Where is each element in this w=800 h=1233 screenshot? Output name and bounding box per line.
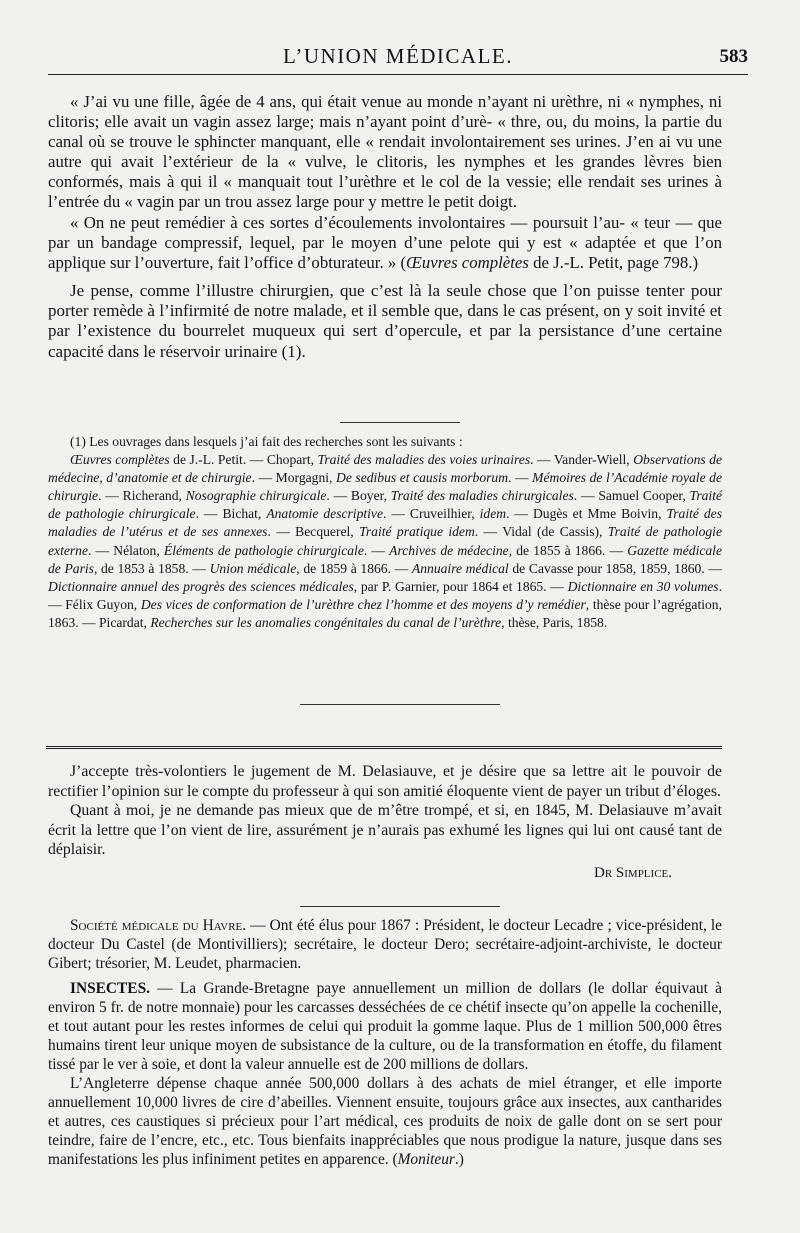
news-rule (300, 906, 500, 907)
footnote-text: . — Félix Guyon, (48, 578, 722, 612)
article-continuation (48, 92, 722, 362)
news-items (48, 916, 722, 1169)
footnote-text: . — Dugès et Mme Boivin, (506, 506, 667, 522)
quote-paragraph-2 (48, 213, 722, 273)
footnote-text: . — Bichat, (195, 506, 267, 522)
footnote-text: de Cavasse pour 1858, 1859, 1860. — (508, 560, 723, 576)
insectes-item (48, 979, 722, 1074)
footnote-work-title: Éléments de pathologie chirurgicale (163, 542, 364, 558)
footnote-text: , de 1859 à 1866. — (296, 560, 412, 576)
footnote-work-title: Traité pratique idem (359, 524, 475, 540)
quote-paragraph-2-text: « On ne peut remédier à ces sortes d’écoulements involontaires — poursuit l’au- « teur — que par un bandage compressif, lequel, par le moyen d’une pelote qui y est « adaptée et que l’on applique sur l’ouverture, fait l’office d’obturateur. » ( (48, 212, 722, 272)
footnote-text: . — Vidal (de Cassis), (474, 524, 608, 540)
reply-paragraph-2: Quant à moi, je ne demande pas mieux que de m’être trompé, et si, en 1845, M. Delasiauve m’avait écrit la lettre que l’on vient de lire, assurément je n’aurais pas exhumé les lignes qui lui ont causé tant de déplaisir. (48, 802, 722, 858)
quote-paragraph-1: « J’ai vu une fille, âgée de 4 ans, qui était venue au monde n’ayant ni urèthre, ni « nymphes, ni clitoris; elle avait un vagin assez large; mais n’ayant point d’urè- « thre, ou, du moins, la partie du canal où se trouve le sphincter manquant, elle « rendait involontairement ses urines. J’en ai vu une autre qui avait l’extérieur de la « vulve, le clitoris, les nymphes et les grandes lèvres bien conformés, mais à qui il « manquait tout l’urèthre et le col de la vessie; elle rendait ses urines à l’entrée du « vagin par un trou assez large pour y mettre le petit doigt. (48, 92, 722, 212)
footnote-work-title: De sedibus et causis morborum (336, 470, 509, 486)
footnote-text: , thèse, Paris, 1858. (501, 614, 608, 630)
footnote-text: . — Morgagni, (251, 470, 336, 486)
footnote-body (48, 451, 722, 632)
quote-paragraph-2-work: Œuvres complètes (406, 252, 529, 272)
footnote-work-title: Anatomie descriptive (266, 506, 384, 522)
insectes-text: — La Grande-Bretagne paye annuellement un million de dollars (le dollar équivaut à environ 5 fr. de notre monnaie) pour les carcasses desséchées de ce chétif insecte qu’on appelle la cochenille, et tout autant pour les restes informes de celui qui produit la gomme laque. Plus de 1 million 500,000 êtres humains tirent leur unique moyen de subsistance de la culture, ou de la transformation en étoffe, du filament tissé par le ver à soie, et dont la valeur annuelle est de 200 millions de dollars. (48, 980, 722, 1073)
insectes-label: INSECTES. (70, 980, 150, 997)
footnote-work-title: Gazette médicale de Paris (48, 542, 722, 576)
havre-item (48, 916, 722, 973)
footnote-text: , thèse pour l’agrégation, 1863. — Picardat, (48, 596, 723, 630)
footnote-text: . — Samuel Cooper, (573, 488, 690, 504)
signature: Dr Simplice. (593, 864, 672, 881)
footnote-work-title: Nosographie chirurgicale (185, 488, 327, 504)
reply-paragraph-1: J’accepte très-volontiers le jugement de M. Delasiauve, et je désire que sa lettre ait le pouvoir de rectifier l’opinion sur le compte du professeur à qui son amitié éloquente vient de payer un tribut d’éloges. (48, 763, 722, 800)
footnote-text: . — Vander-Wiell, (530, 452, 634, 468)
footnote-work-title: Traité de pathologie chirurgicale (48, 488, 722, 522)
footnote-text: , de 1853 à 1858. — (93, 560, 210, 576)
footnote-intro: (1) Les ouvrages dans lesquels j’ai fait des recherches sont les suivants : (70, 434, 463, 449)
footnote-work-title: Des vices de conformation de l’urèthre chez l’homme et des moyens d’y remédier (140, 596, 586, 612)
footnote-work-title: Mémoires de l’Académie royale de chirurgie (48, 470, 723, 504)
footnote-text: , de 1855 à 1866. — (508, 542, 628, 558)
footnote-work-title: Traité de pathologie externe (48, 524, 722, 558)
footnote-work-title: Traité des maladies de l’utérus et de ses annexes (48, 506, 722, 540)
section-rule (300, 704, 500, 705)
angleterre-text: L’Angleterre dépense chaque année 500,000 dollars à des achats de miel étranger, et elle importe annuellement 10,000 livres de cire d’abeilles. Viennent ensuite, toujours grâce aux insectes, aux cantharides et autres, ces caustiques si précieux pour l’art médical, ces produits de noix de galle dont on se sert pour teindre, faire de l’encre, etc., etc. Tous bienfaits inappréciables que nous prodigue la nature, jusque dans ses manifestations les plus infiniment petites en apparence. ( (48, 1075, 722, 1168)
angleterre-item (48, 1074, 722, 1169)
footnote-text: de J.-L. Petit. — Chopart, (169, 452, 318, 468)
footnote-text: . — Nélaton, (88, 542, 164, 558)
double-rule (46, 746, 722, 751)
footnote-work-title: Observations de médecine, d’anatomie et de chirurgie (48, 452, 723, 486)
footnote-text: , par P. Garnier, pour 1864 et 1865. — (353, 578, 568, 594)
footnote-text: . — Boyer, (326, 488, 391, 504)
footnote-text: . — Richerand, (98, 488, 186, 504)
havre-text: — Ont été élus pour 1867 : Président, le docteur Lecadre ; vice-président, le docteur Du Castel (de Montivilliers); secrétaire, le docteur Dero; secrétaire-adjoint-archiviste, le docteur Gibert; trésorier, M. Leudet, pharmacien. (48, 917, 723, 972)
page-header (48, 42, 748, 76)
header-rule (48, 74, 748, 75)
footnote-work-title: Traité des maladies des voies urinaires (317, 452, 531, 468)
author-paragraph: Je pense, comme l’illustre chirurgien, que c’est là la seule chose que l’on puisse tenter pour porter remède à l’infirmité de notre malade, et il semble que, dans le cas présent, on y soit invité et par l’existence du bourrelet muqueux qui sert d’opercule, et par la persistance d’une certaine capacité dans le réservoir urinaire (1). (48, 280, 722, 361)
footnote-work-title: Recherches sur les anomalies congénitales du canal de l’urèthre (150, 614, 502, 630)
footnote-separator (340, 422, 460, 423)
footnote-text: . — (508, 470, 533, 486)
footnote (48, 433, 722, 632)
footnote-text: . — Becquerel, (267, 524, 360, 540)
angleterre-source: Moniteur (397, 1151, 455, 1168)
angleterre-end: .) (454, 1151, 464, 1168)
footnote-work-title: Dictionnaire en 30 volumes (567, 578, 719, 594)
footnote-work-title: Union médicale (209, 560, 297, 576)
footnote-work-title: Dictionnaire annuel des progrès des sciences médicales (48, 578, 354, 594)
footnote-text: . — (363, 542, 390, 558)
footnote-work-title: Traité des maladies chirurgicales (390, 488, 574, 504)
havre-label: Société médicale du Havre. (70, 917, 247, 934)
page-number: 583 (719, 46, 748, 67)
footnote-work-title: Annuaire médical (411, 560, 509, 576)
footnote-work-title: Archives de médecine (389, 542, 509, 558)
quote-paragraph-2-tail: de J.-L. Petit, page 798.) (528, 252, 699, 272)
footnote-text: . — Cruveilhier, (383, 506, 480, 522)
letter-reply (48, 762, 722, 883)
footnote-work-title: Œuvres complètes (70, 452, 170, 468)
footnote-work-title: idem (479, 506, 507, 522)
running-title: L’UNION MÉDICALE. (282, 44, 514, 68)
